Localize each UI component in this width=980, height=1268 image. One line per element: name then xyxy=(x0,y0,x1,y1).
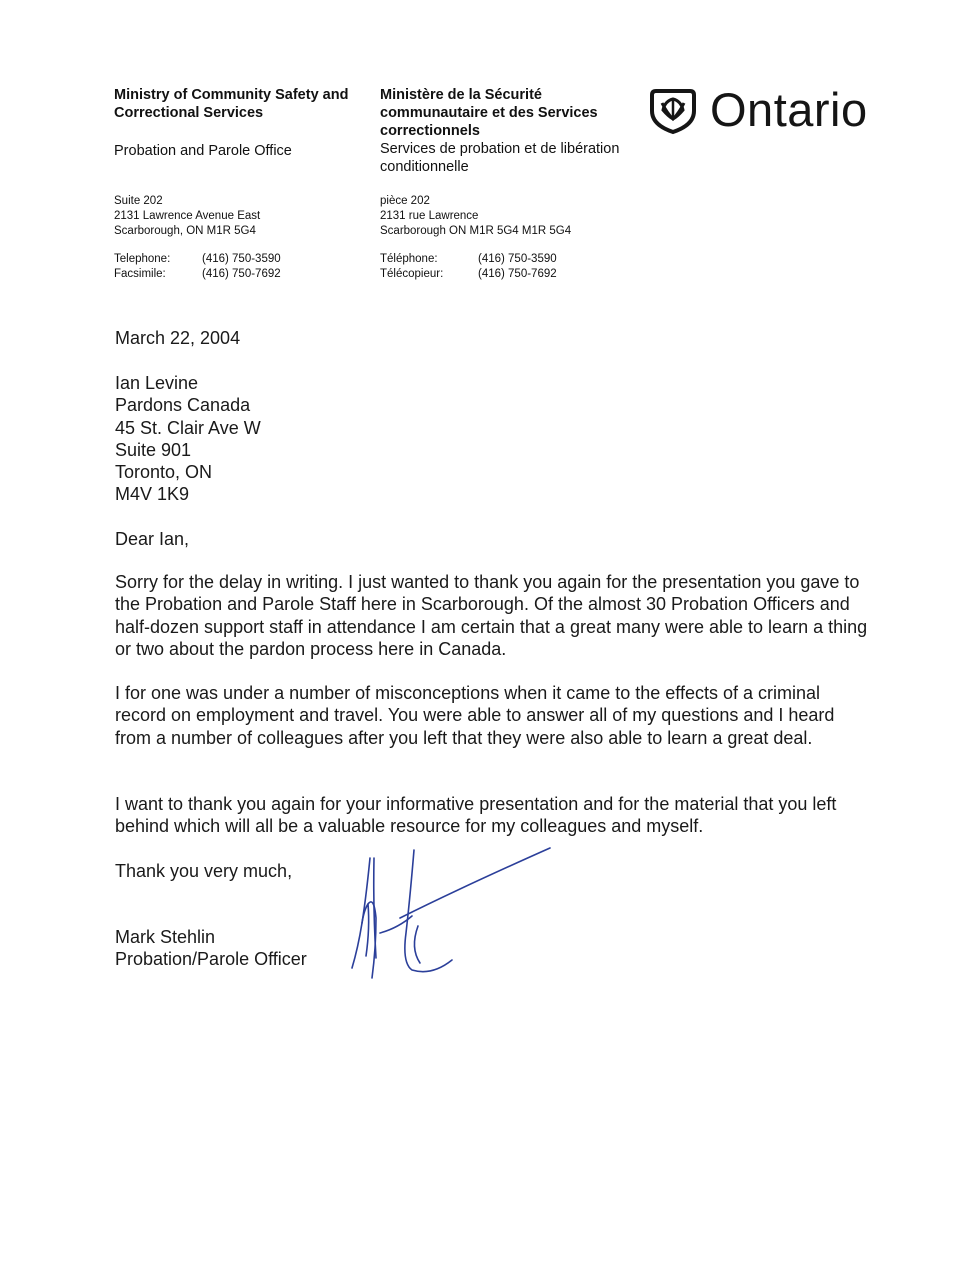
recipient-address xyxy=(115,372,261,506)
signature-block xyxy=(115,926,307,971)
phones-french xyxy=(380,252,557,282)
ministry-name-french: Ministère de la Sécurité communautaire et des Services correctionnels xyxy=(380,87,598,139)
recipient-line: Toronto, ON xyxy=(115,462,213,483)
fax-value: (416) 750-7692 xyxy=(478,268,557,280)
address-line: pièce 202 xyxy=(380,195,430,207)
phone-row xyxy=(114,252,281,267)
trillium-icon xyxy=(648,85,698,135)
recipient-line: Pardons Canada xyxy=(115,395,251,416)
handwritten-signature xyxy=(340,838,570,988)
body-paragraph: Sorry for the delay in writing. I just wanted to thank you again for the presentation you gave to the Probation and Parole Staff here in Scarborough. Of the almost 30 Probation Officers and half-dozen support staff in attendance I am certain that a great many were able to learn a thing or two about the pardon process here in Canada. xyxy=(115,572,868,659)
body-paragraph: I want to thank you again for your informative presentation and for the material that you left behind which will all be a valuable resource for my colleagues and myself. xyxy=(115,794,837,837)
fax-label: Télécopieur: xyxy=(380,268,444,280)
address-line: Scarborough, ON M1R 5G4 xyxy=(114,225,256,237)
body-paragraph: I for one was under a number of misconceptions when it came to the effects of a criminal record on employment and travel. You were able to answer all of my questions and I heard from a number of colleagues after you left that they were also able to learn a great deal. xyxy=(115,683,835,748)
phone-label: Téléphone: xyxy=(380,253,438,265)
phone-row xyxy=(380,252,557,267)
ontario-logo xyxy=(648,82,868,138)
phone-value: (416) 750-3590 xyxy=(478,253,557,265)
signer-name: Mark Stehlin xyxy=(115,927,216,947)
address-french xyxy=(380,194,571,239)
office-name-french: Services de probation et de libération conditionnelle xyxy=(380,141,620,175)
fax-row xyxy=(380,267,557,282)
recipient-line: Ian Levine xyxy=(115,373,199,393)
fax-label: Facsimile: xyxy=(114,268,166,280)
recipient-line: M4V 1K9 xyxy=(115,484,190,505)
phone-value: (416) 750-3590 xyxy=(202,253,281,265)
phone-label: Telephone: xyxy=(114,253,171,265)
letter-date: March 22, 2004 xyxy=(115,328,241,348)
address-english xyxy=(114,194,260,239)
fax-row xyxy=(114,267,281,282)
letterhead-french xyxy=(380,86,640,280)
address-line: 2131 Lawrence Avenue East xyxy=(114,210,261,222)
signer-title: Probation/Parole Officer xyxy=(115,949,307,970)
recipient-line: Suite 901 xyxy=(115,439,192,460)
address-line: Suite 202 xyxy=(114,195,163,207)
phones-english xyxy=(114,252,281,282)
recipient-line: 45 St. Clair Ave W xyxy=(115,417,261,438)
office-name-english: Probation and Parole Office xyxy=(114,143,292,159)
address-line: Scarborough ON M1R 5G4 M1R 5G4 xyxy=(380,225,572,237)
address-line: 2131 rue Lawrence xyxy=(380,210,479,222)
closing: Thank you very much, xyxy=(115,861,293,881)
salutation: Dear Ian, xyxy=(115,529,190,549)
ontario-wordmark: Ontario xyxy=(710,83,868,136)
fax-value: (416) 750-7692 xyxy=(202,268,281,280)
letterhead-english xyxy=(114,86,364,280)
ministry-name-english: Ministry of Community Safety and Correctional Services xyxy=(114,87,349,121)
